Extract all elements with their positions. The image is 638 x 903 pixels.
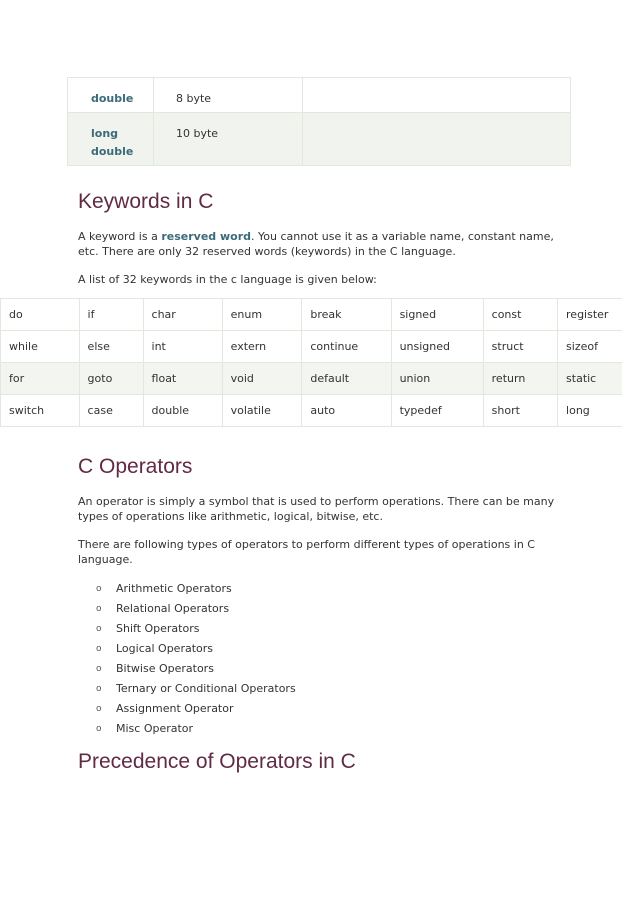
keyword-cell: long xyxy=(558,395,622,427)
keyword-cell: for xyxy=(1,363,80,395)
keyword-cell: return xyxy=(483,363,557,395)
keyword-cell: double xyxy=(143,395,222,427)
circle-bullet-icon: o xyxy=(96,624,102,634)
circle-bullet-icon: o xyxy=(96,724,102,734)
operators-paragraph-2: There are following types of operators to perform different types of operations in C language. xyxy=(78,538,535,566)
list-item-label: Ternary or Conditional Operators xyxy=(116,682,296,695)
keywords-heading: Keywords in C xyxy=(78,190,214,213)
keyword-cell: short xyxy=(483,395,557,427)
circle-bullet-icon: o xyxy=(96,664,102,674)
keyword-cell: signed xyxy=(391,299,483,331)
table-row xyxy=(68,113,571,166)
operator-types-list xyxy=(96,581,296,741)
keyword-cell: do xyxy=(1,299,80,331)
empty-cell xyxy=(303,78,571,113)
type-cell xyxy=(68,113,154,166)
keyword-cell: switch xyxy=(1,395,80,427)
keyword-cell: if xyxy=(79,299,143,331)
table-row xyxy=(1,331,623,363)
size-cell: 10 byte xyxy=(154,113,303,166)
circle-bullet-icon: o xyxy=(96,584,102,594)
keyword-cell: goto xyxy=(79,363,143,395)
keyword-cell: const xyxy=(483,299,557,331)
list-item xyxy=(96,621,296,641)
table-row xyxy=(1,395,623,427)
data-type-size-table xyxy=(67,77,571,166)
list-item xyxy=(96,641,296,661)
keyword-cell: unsigned xyxy=(391,331,483,363)
keyword-cell: else xyxy=(79,331,143,363)
circle-bullet-icon: o xyxy=(96,704,102,714)
table-row xyxy=(1,363,623,395)
table-row xyxy=(1,299,623,331)
keyword-cell: static xyxy=(558,363,622,395)
keyword-cell: register xyxy=(558,299,622,331)
list-item xyxy=(96,581,296,601)
keywords-paragraph xyxy=(78,229,558,259)
size-cell: 8 byte xyxy=(154,78,303,113)
list-item xyxy=(96,721,296,741)
circle-bullet-icon: o xyxy=(96,604,102,614)
list-item xyxy=(96,701,296,721)
keyword-cell: enum xyxy=(222,299,302,331)
keyword-cell: typedef xyxy=(391,395,483,427)
keyword-cell: char xyxy=(143,299,222,331)
para-text-pre: A keyword is a xyxy=(78,230,162,243)
operators-paragraph-1: An operator is simply a symbol that is used to perform operations. There can be many types of operations like arithmetic, logical, bitwise, etc. xyxy=(78,495,555,523)
type-line-1: long xyxy=(91,127,119,140)
keyword-cell: void xyxy=(222,363,302,395)
list-item xyxy=(96,661,296,681)
keyword-cell: volatile xyxy=(222,395,302,427)
table-row xyxy=(68,78,571,113)
circle-bullet-icon: o xyxy=(96,644,102,654)
list-item xyxy=(96,681,296,701)
keyword-cell: while xyxy=(1,331,80,363)
keyword-cell: union xyxy=(391,363,483,395)
keyword-cell: break xyxy=(302,299,391,331)
keyword-cell: sizeof xyxy=(558,331,622,363)
list-item xyxy=(96,601,296,621)
empty-cell xyxy=(303,113,571,166)
circle-bullet-icon: o xyxy=(96,684,102,694)
list-item-label: Shift Operators xyxy=(116,622,200,635)
type-cell: double xyxy=(68,78,154,113)
keyword-cell: int xyxy=(143,331,222,363)
keyword-cell: continue xyxy=(302,331,391,363)
list-item-label: Misc Operator xyxy=(116,722,194,735)
keyword-cell: default xyxy=(302,363,391,395)
reserved-word-term: reserved word xyxy=(161,230,252,243)
keywords-table xyxy=(0,298,622,427)
keyword-cell: extern xyxy=(222,331,302,363)
list-item-label: Arithmetic Operators xyxy=(116,582,232,595)
keyword-cell: struct xyxy=(483,331,557,363)
keywords-list-intro: A list of 32 keywords in the c language is given below: xyxy=(78,273,377,286)
keyword-cell: auto xyxy=(302,395,391,427)
precedence-heading: Precedence of Operators in C xyxy=(78,750,356,773)
list-item-label: Assignment Operator xyxy=(116,702,234,715)
type-line-2: double xyxy=(91,145,134,158)
operators-heading: C Operators xyxy=(78,455,193,478)
keyword-cell: float xyxy=(143,363,222,395)
keyword-cell: case xyxy=(79,395,143,427)
para-text-post: . You cannot use it as a variable name, constant name, etc. There are only 32 reserved words (keywords) in the C language. xyxy=(78,230,554,258)
list-item-label: Relational Operators xyxy=(116,602,230,615)
list-item-label: Logical Operators xyxy=(116,642,214,655)
list-item-label: Bitwise Operators xyxy=(116,662,214,675)
